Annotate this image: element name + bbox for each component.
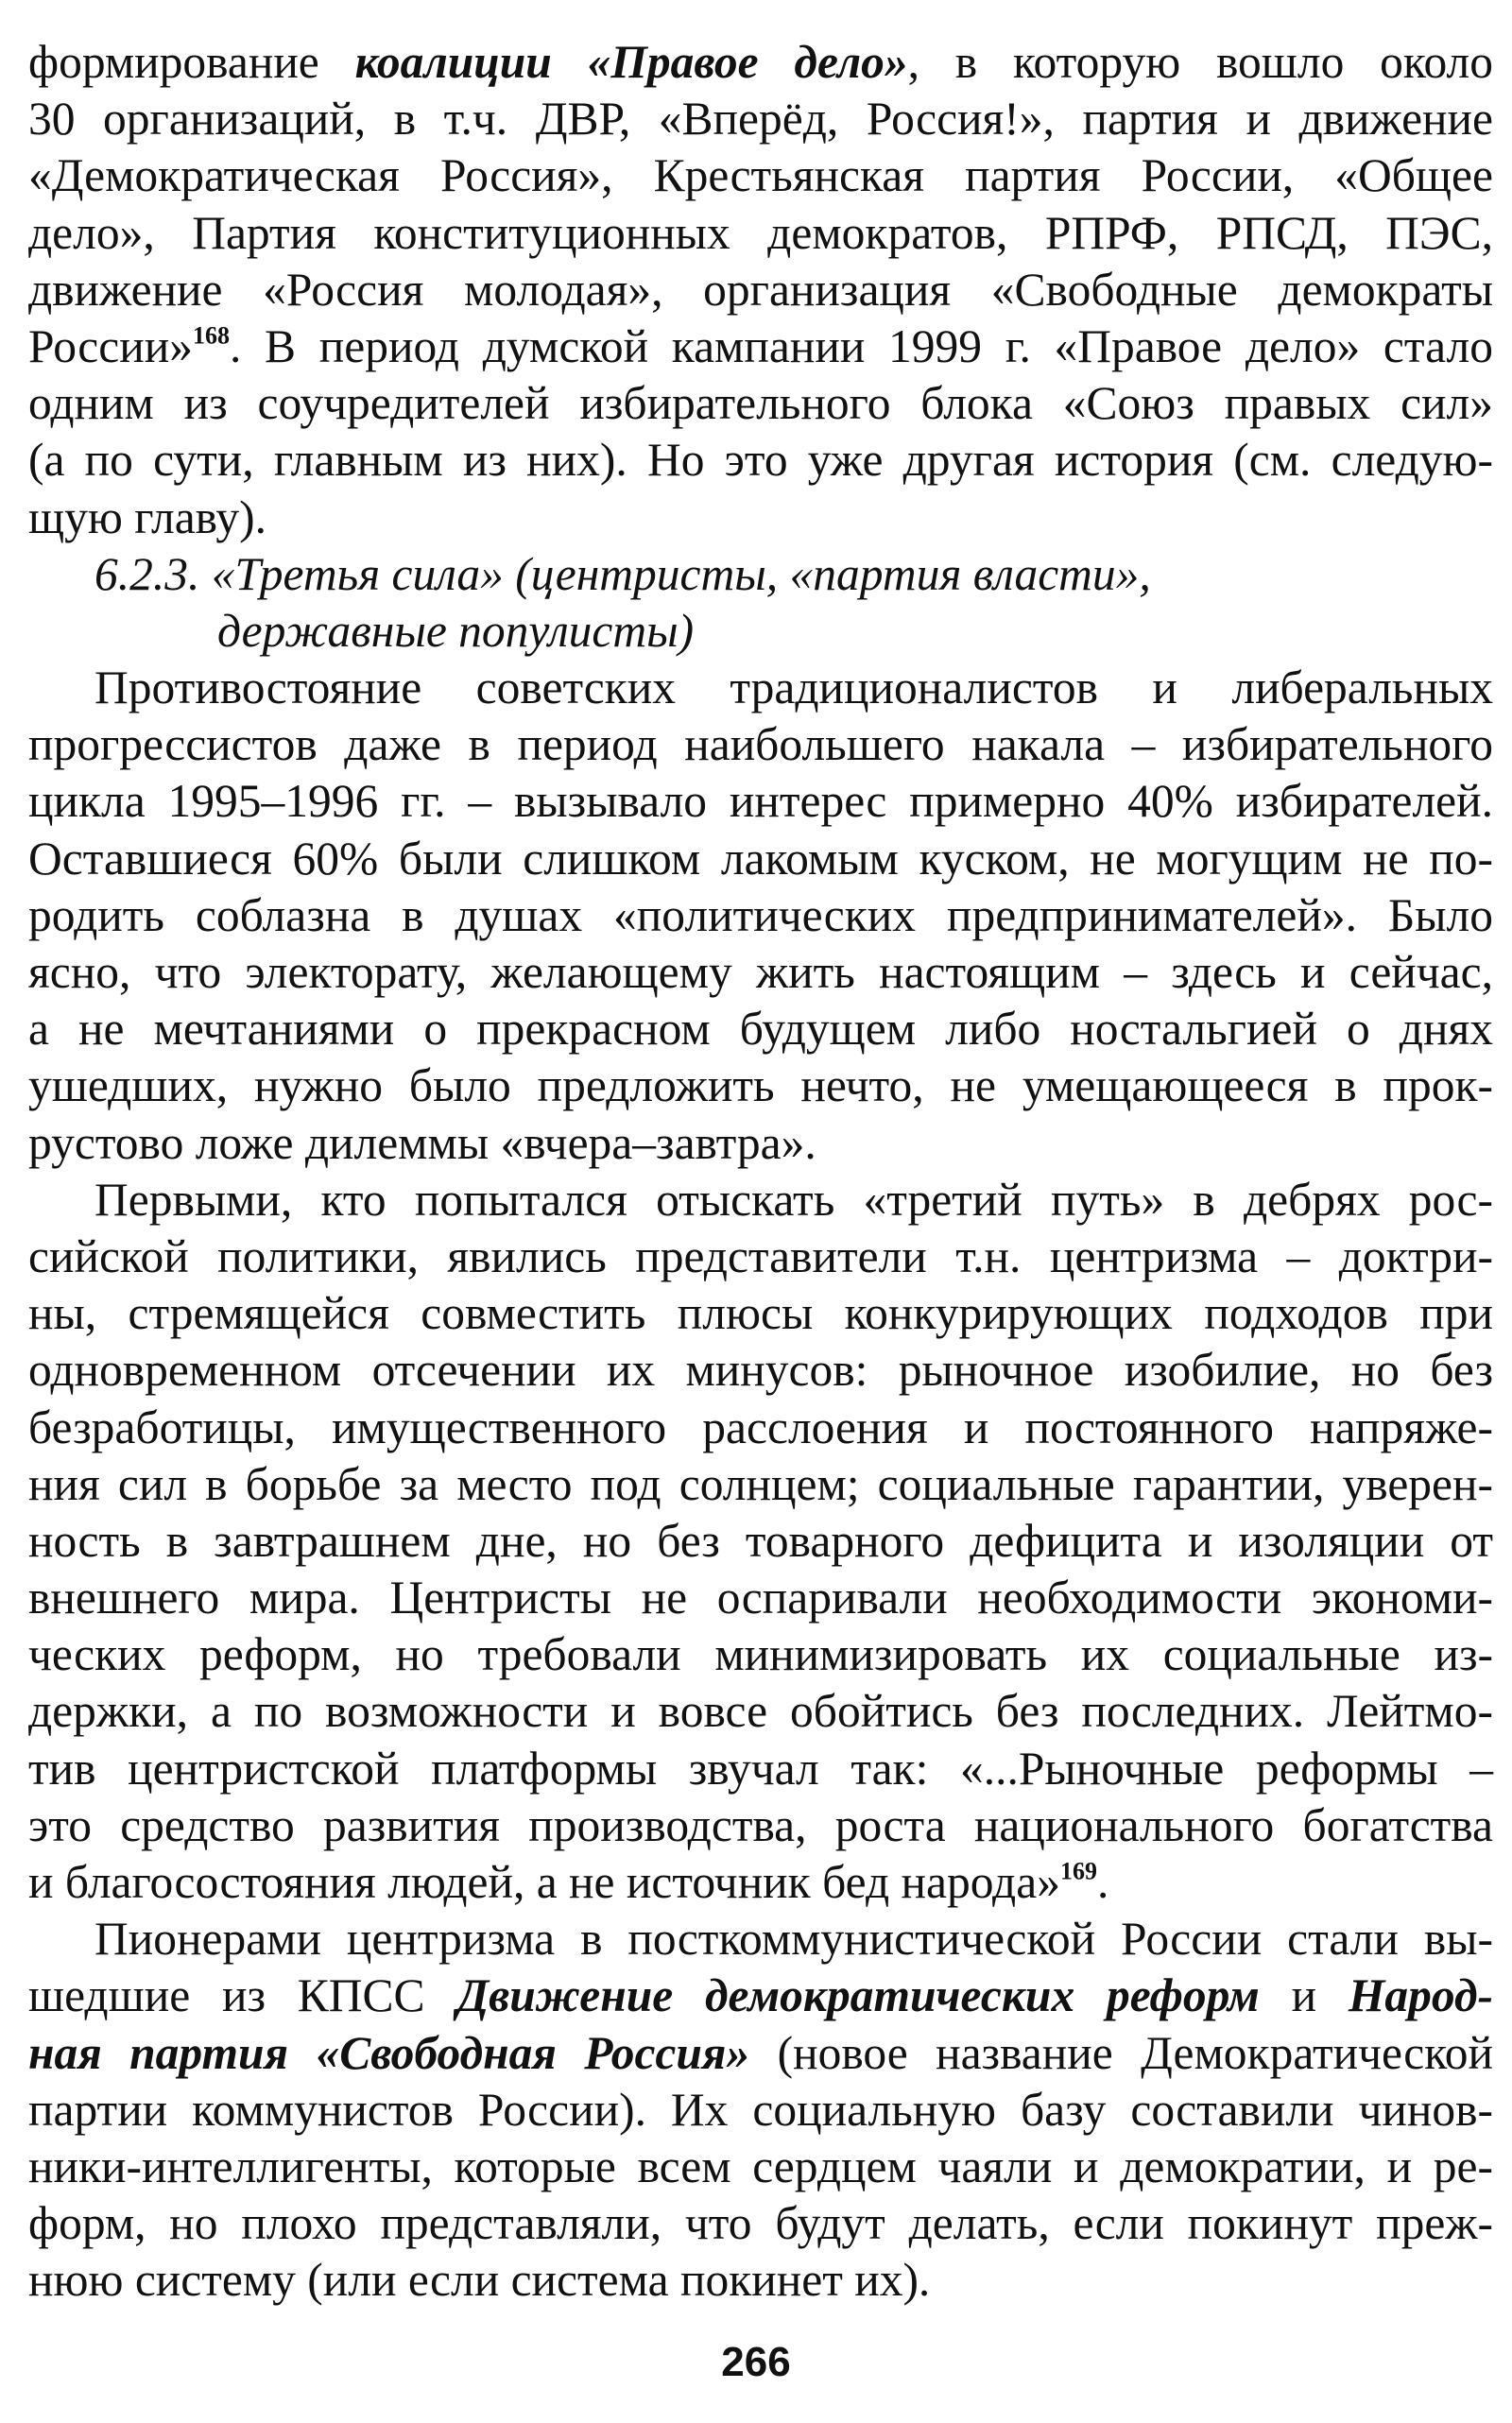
emphasis: ная партия «Свободная Россия» [28, 2026, 750, 2079]
text-line: ясно, что электорату, желающему жить настоящим – здесь и сейчас, [28, 946, 1493, 998]
text-line: шедшие из КПСС Движение демократических реформ и Народ- [28, 1969, 1493, 2022]
text-line: родить соблазна в душах «политических предпринимателей». Было [28, 888, 1493, 941]
text-line: формирование коалиции «Правое дело», в которую вошло около [28, 36, 1494, 88]
text-line: ники-интеллигенты, которые всем сердцем чаяли и демократии, и ре- [28, 2139, 1493, 2192]
text-line: форм, но плохо представляли, что будут делать, если покинут преж- [28, 2197, 1493, 2250]
text-line: внешнего мира. Центристы не оспаривали необходимости экономи- [28, 1572, 1493, 1624]
text-line: ушедших, нужно было предложить нечто, не умещающееся в прок- [28, 1059, 1493, 1112]
text-line: движение «Россия молодая», организация «Свободные демократы [28, 263, 1493, 316]
text-line: рустово ложе дилеммы «вчера–завтра». [28, 1116, 816, 1169]
text-line: ния сил в борьбе за место под солнцем; социальные гарантии, уверен- [28, 1457, 1493, 1510]
text-line: сийской политики, явились представители т.н. центризма – доктри- [28, 1229, 1493, 1282]
text-line: прогрессистов даже в период наибольшего накала – избирательного [28, 718, 1493, 771]
text-line: Противостояние советских традиционалистов и либеральных [94, 662, 1493, 714]
text-line: Первыми, кто попытался отыскать «третий путь» в дебрях рос- [94, 1173, 1493, 1226]
emphasis: Народ- [1348, 1969, 1493, 2022]
text-line: партии коммунистов России). Их социальную базу составили чинов- [28, 2083, 1493, 2136]
text-line: и благосостояния людей, а не источник бед народа»$^{169}$. [28, 1856, 1109, 1908]
text-line: ная партия «Свободная Россия» (новое название Демократической [28, 2026, 1493, 2079]
text-line: цикла 1995–1996 гг. – вызывало интерес примерно 40% избирателей. [28, 775, 1493, 828]
text-line: ность в завтрашнем дне, но без товарного дефицита и изоляции от [28, 1514, 1493, 1567]
text-line: а не мечтаниями о прекрасном будущем либо ностальгией о днях [28, 1003, 1493, 1056]
body-text [28, 34, 1493, 2310]
text-line: 30 организаций, в т.ч. ДВР, «Вперёд, Россия!», партия и движение [28, 93, 1493, 146]
footnote-ref: 169 [1059, 1857, 1097, 1885]
text-line: держки, а по возможности и вовсе обойтись без последних. Лейтмо- [28, 1685, 1493, 1738]
text-line: ны, стремящейся совместить плюсы конкурирующих подходов при [28, 1287, 1493, 1340]
emphasis: коалиции «Правое дело» [354, 36, 908, 88]
text-line: тив центристской платформы звучал так: «...Рыночные реформы – [28, 1742, 1493, 1795]
text-line: одним из соучредителей избирательного блока «Союз правых сил» [28, 377, 1493, 430]
text-line: нюю систему (или если система покинет их). [28, 2254, 931, 2307]
text-line: Пионерами центризма в посткоммунистической России стали вы- [94, 1913, 1493, 1966]
text-line: «Демократическая Россия», Крестьянская партия России, «Общее [28, 149, 1493, 202]
emphasis: Движение демократических реформ [456, 1969, 1260, 2022]
section-heading: 6.2.3. «Третья сила» (центристы, «партия власти», [94, 547, 1151, 600]
page-number: 266 [721, 2339, 791, 2385]
text-line: одновременном отсечении их минусов: рыночное изобилие, но без [28, 1344, 1493, 1397]
text-line: ческих реформ, но требовали минимизировать их социальные из- [28, 1628, 1493, 1681]
text-line: Оставшиеся 60% были слишком лакомым куском, не могущим не по- [28, 832, 1493, 885]
text-line: России»$^{168}$. В период думской кампании 1999 г. «Правое дело» стало [28, 319, 1493, 372]
footnote-ref: 168 [192, 321, 230, 350]
text-line: дело», Партия конституционных демократов, РПРФ, РПСД, ПЭС, [28, 206, 1493, 259]
text-line: щую главу). [28, 490, 266, 543]
section-heading-cont: державные популисты) [217, 604, 695, 657]
text-line: безработицы, имущественного расслоения и постоянного напряже- [28, 1401, 1493, 1453]
text-line: это средство развития производства, роста национального богатства [28, 1798, 1493, 1851]
text-line: (а по сути, главным из них). Но это уже другая история (см. следую- [28, 434, 1493, 487]
